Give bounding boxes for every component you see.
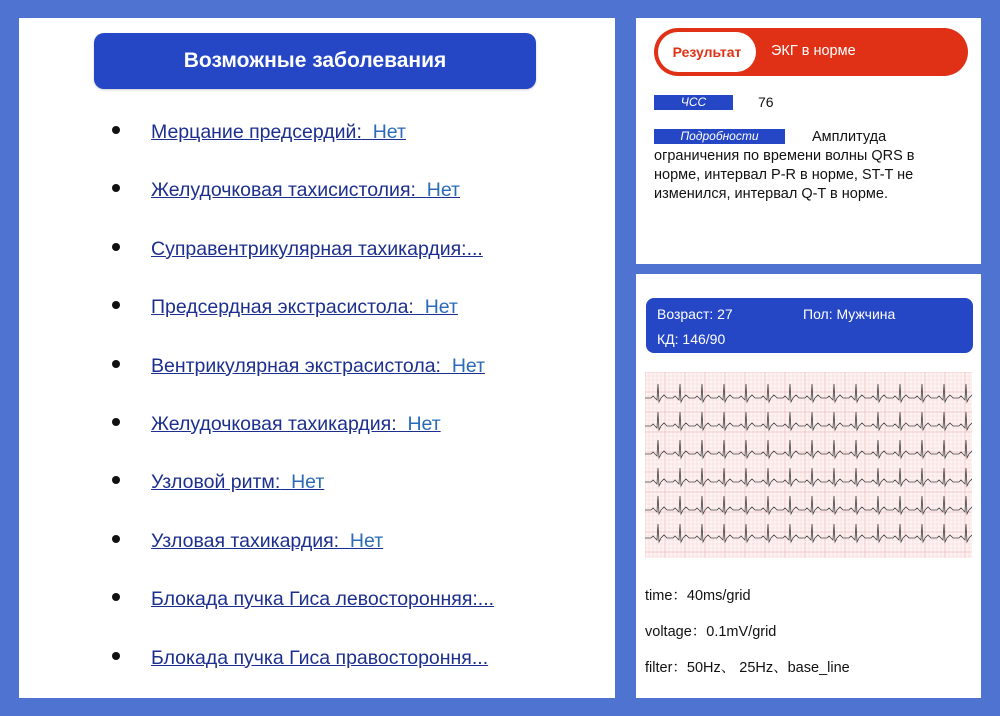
disease-link[interactable]: Блокада пучка Гиса правостороння... xyxy=(151,646,489,669)
possible-diseases-panel xyxy=(19,18,615,698)
list-item xyxy=(19,629,615,687)
ecg-chart-image xyxy=(645,372,972,558)
list-item xyxy=(19,512,615,570)
list-item xyxy=(19,453,615,511)
diseases-header: Возможные заболевания xyxy=(94,33,536,89)
disease-link[interactable]: Предсердная экстрасистола: Нет xyxy=(151,296,458,319)
list-item xyxy=(19,103,615,161)
bullet-icon xyxy=(112,652,120,660)
disease-link[interactable]: Блокада пучка Гиса левосторонняя:... xyxy=(151,588,495,611)
result-bar xyxy=(654,28,968,76)
bullet-icon xyxy=(112,301,120,309)
result-status: ЭКГ в норме xyxy=(771,43,856,59)
voltage-scale-text: voltage：0.1mV/grid xyxy=(645,624,777,640)
details-text: Амплитуда ограничения по времени волны QRS в норме, интервал P-R в норме, ST-T не изменился, интервал Q-T в норме. xyxy=(654,129,915,202)
heart-rate-value: 76 xyxy=(758,94,774,110)
disease-link[interactable]: Желудочковая тахикардия: Нет xyxy=(151,412,441,435)
list-item xyxy=(19,570,615,628)
disease-link[interactable]: Узловой ритм: Нет xyxy=(151,471,325,494)
time-scale-text: time：40ms/grid xyxy=(645,588,751,604)
list-item xyxy=(19,161,615,219)
result-panel xyxy=(636,18,981,264)
bullet-icon xyxy=(112,535,120,543)
ecg-panel xyxy=(636,274,981,698)
heart-rate-label: ЧСС xyxy=(654,95,733,110)
disease-link[interactable]: Желудочковая тахисистолия: Нет xyxy=(151,179,460,202)
bullet-icon xyxy=(112,360,120,368)
disease-link[interactable]: Узловая тахикардия: Нет xyxy=(151,529,384,552)
patient-age: Возраст: 27 xyxy=(657,306,733,322)
bullet-icon xyxy=(112,184,120,192)
list-item xyxy=(19,337,615,395)
list-item xyxy=(19,278,615,336)
disease-link[interactable]: Суправентрикулярная тахикардия:... xyxy=(151,237,483,260)
details-label: Подробности xyxy=(654,129,785,144)
bullet-icon xyxy=(112,593,120,601)
bullet-icon xyxy=(112,418,120,426)
list-item xyxy=(19,395,615,453)
blood-pressure: КД: 146/90 xyxy=(657,331,726,347)
bullet-icon xyxy=(112,126,120,134)
patient-sex: Пол: Мужчина xyxy=(803,306,896,322)
filter-text: filter：50Hz、 25Hz、base_line xyxy=(645,660,850,676)
disease-link[interactable]: Вентрикулярная экстрасистола: Нет xyxy=(151,354,486,377)
disease-link[interactable]: Мерцание предсердий: Нет xyxy=(151,121,406,143)
result-tab[interactable]: Результат xyxy=(658,32,756,72)
bullet-icon xyxy=(112,476,120,484)
patient-info-bar xyxy=(646,298,973,353)
list-item xyxy=(19,220,615,278)
disease-list xyxy=(19,103,615,687)
bullet-icon xyxy=(112,243,120,251)
